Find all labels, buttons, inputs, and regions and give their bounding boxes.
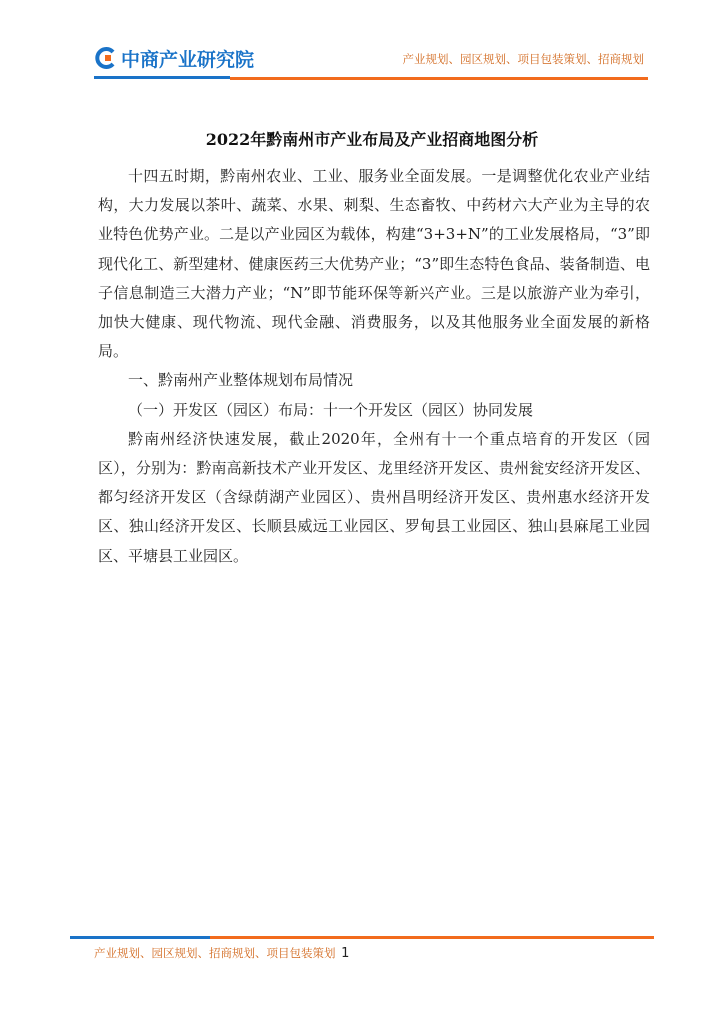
intro-paragraph: 十四五时期，黔南州农业、工业、服务业全面发展。一是调整优化农业产业结构，大力发展以茶叶、蔬菜、水果、刺梨、生态畜牧、中药材六大产业为主导的农业特色优势产业。二是以产业园区为载体，构建“3+3+N”的工业发展格局，“3”即现代化工、新型建材、健康医药三大优势产业；“3”即生态特色食品、装备制造、电子信息制造三大潜力产业；“N”即节能环保等新兴产业。三是以旅游产业为牵引，加快大健康、现代物流、现代金融、消费服务，以及其他服务业全面发展的新格局。 <box>98 167 650 361</box>
footer-tagline: 产业规划、园区规划、招商规划、项目包装策划 <box>94 946 336 960</box>
logo-text: 中商产业研究院 <box>121 48 255 71</box>
document-title: 2022年黔南州市产业布局及产业招商地图分析 <box>205 130 539 149</box>
body-text <box>98 162 650 571</box>
header-rule-blue <box>94 76 230 79</box>
header-tagline: 产业规划、园区规划、项目包装策划、招商规划 <box>402 52 644 66</box>
header-rule-orange <box>230 77 648 80</box>
body-paragraph: 黔南州经济快速发展，截止2020年，全州有十一个重点培育的开发区（园区），分别为：黔南高新技术产业开发区、龙里经济开发区、贵州瓮安经济开发区、都匀经济开发区（含绿荫湖产业园区）、贵州昌明经济开发区、贵州惠水经济开发区、独山经济开发区、长顺县威远工业园区、罗甸县工业园区、独山县麻尾工业园区、平塘县工业园区。 <box>98 429 650 565</box>
footer-rule-blue <box>70 936 210 939</box>
logo-c-icon <box>94 46 118 70</box>
footer <box>94 945 349 961</box>
subsection-heading: （一）开发区（园区）布局：十一个开发区（园区）协同发展 <box>128 400 534 419</box>
section-heading: 一、黔南州产业整体规划布局情况 <box>128 371 354 390</box>
footer-rule-orange <box>210 936 654 939</box>
page-number: 1 <box>341 946 350 961</box>
company-logo <box>94 44 254 72</box>
